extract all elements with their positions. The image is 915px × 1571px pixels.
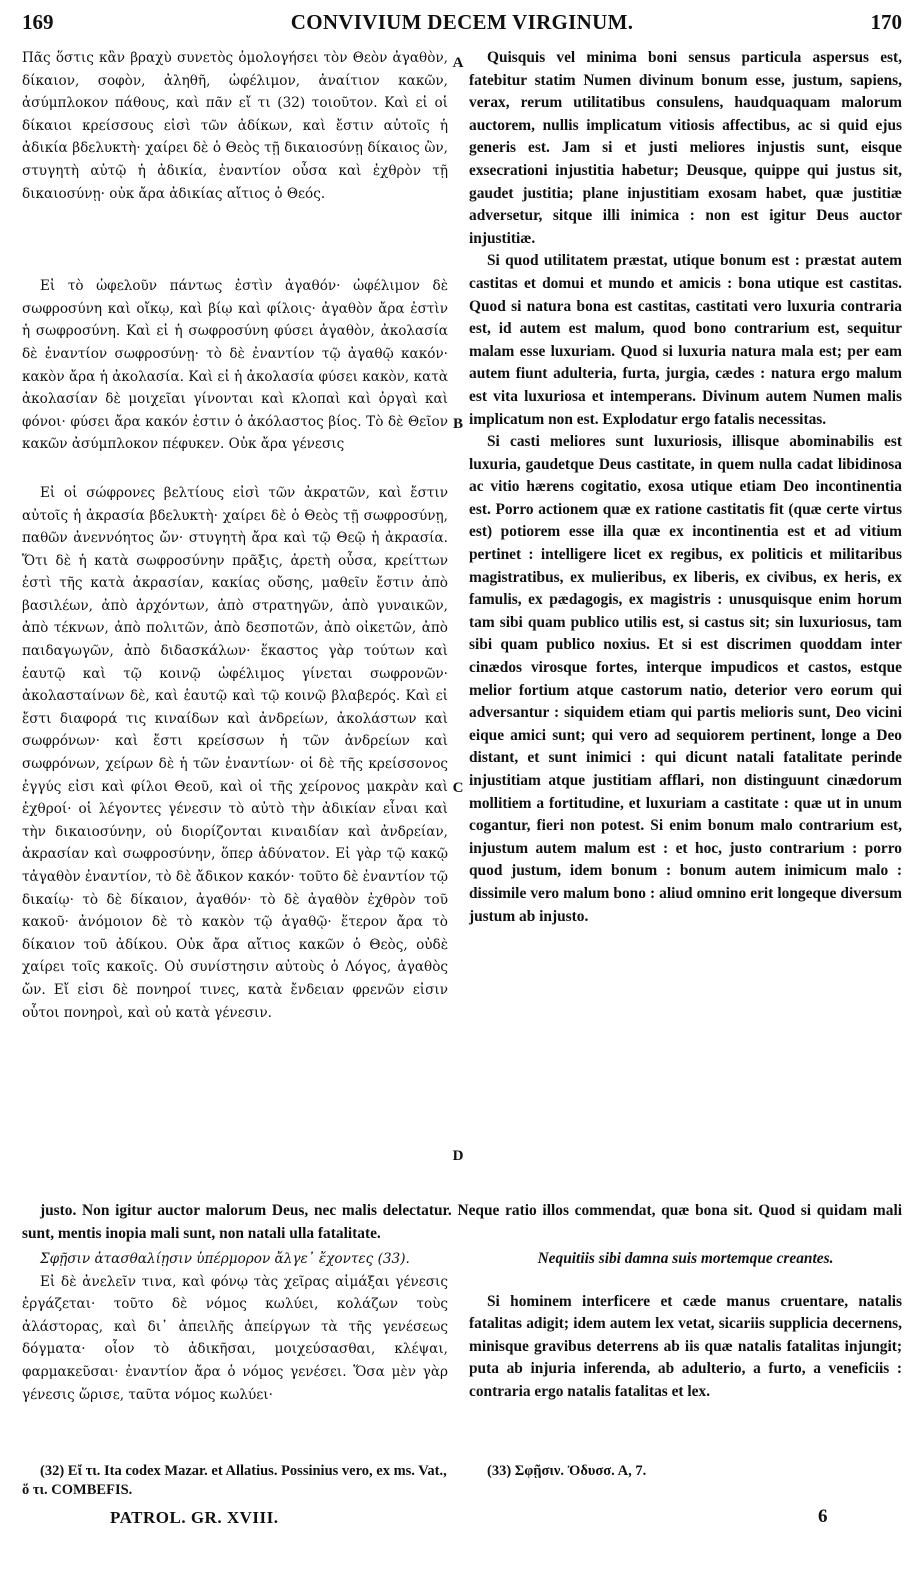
greek-paragraph-2: Εἰ τὸ ὠφελοῦν πάντως ἐστὶν ἀγαθόν· ὠφέλιμον δὲ σωφροσύνη καὶ οἴκῳ, καὶ βίῳ καὶ φίλοις· ἀγαθὸν ἄρα ἐστὶν ἡ σωφροσύνη. Καὶ εἰ ἡ σωφροσύνη φύσει ἀγαθὸν, ἀκολασία δὲ ἐναντίον σωφροσύνῃ· τὸ δὲ ἐναντίον τῷ ἀγαθῷ κακόν· κακὸν ἄρα ἡ ἀκολασία. Καὶ εἰ ἡ ἀκολασία φύσει κακὸν, κατὰ ἀκολασίαν δὲ μοιχεῖαι γίνονται καὶ κλοπαὶ καὶ ὀργαὶ καὶ φόνοι· φύσει ἄρα κακόν ἐστιν ὁ ἀκόλαστος βίος. Τὸ δὲ Θεῖον κακῶν ἀσύμπλοκον πέφυκεν. Οὐκ ἄρα γένεσις [22,278,448,453]
greek-paragraph-4: Εἰ δὲ ἀνελεῖν τινα, καὶ φόνῳ τὰς χεῖρας αἱμάξαι γένεσις ἐργάζεται· τοῦτο δὲ νόμος κωλύει, κολάζων τοὺς ἀλάστορας, καὶ δι᾽ ἀπειλῆς ἀπείργων τὰ τῆς γενέσεως δόγματα· οἷον τὸ ἀδικῆσαι, μοιχεύσασθαι, κλέψαι, φαρμακεῦσαι· ἐναντίον ἄρα ὁ νόμος γενέσει. Ὅσα μὲν γὰρ γένεσις ὥρισε, ταῦτα νόμος κωλύει· [22,1273,448,1403]
greek-paragraph-1: Πᾶς ὅστις κἂν βραχὺ συνετὸς ὁμολογήσει τὸν Θεὸν ἀγαθὸν, δίκαιον, σοφὸν, ἀληθῆ, ὠφέλιμον, ἀναίτιον κακῶν, ἀσύμπλοκον πάθους, καὶ πᾶν εἴ τι (32) τοιοῦτον. Καὶ εἰ οἱ δίκαιοι κρείσσους εἰσὶ τῶν ἀδίκων, καὶ ἔστιν αὐτοῖς ἡ ἀδικία βδελυκτὴ· χαίρει δὲ ὁ Θεὸς τῇ δικαιοσύνῃ δίκαιος ὢν, στυγητὴ αὐτῷ ἡ ἀδικία, ἐναντίον οὖσα καὶ ἐχθρὸν τῇ δικαιοσύνῃ· οὐκ ἄρα ἀδικίας αἴτιος ὁ Θεός. [22,50,448,202]
bottom-greek-column [22,1248,448,1406]
page-number-left: 169 [22,10,54,34]
section-marker-a: A [452,55,464,71]
section-marker-d: D [452,1148,464,1164]
latin-column [469,47,902,928]
footnote-32 [22,1462,448,1500]
footnote-33 [469,1462,902,1481]
page-number-right: 170 [870,10,902,34]
latin-quote: Nequitiis sibi damna suis mortemque creantes. [537,1250,834,1267]
latin-paragraph-2: Si quod utilitatem præstat, utique bonum est : præstat autem castitas et domui et mundo et amicis : bona utique est castitas. Quod si natura bona est castitas, castitati vero luxuria contraria est, id autem est malum, quod bono contrarium est, sequitur malam esse luxuriam. Quod si luxuria natura mala est; per eam autem fiunt adulteria, furta, jurgia, cædes : natura ergo malum est vita luxuriosa et intemperans. Divinum autem Numen malis implicatum non est. Explodatur ergo fatalis necessitas. [469,252,902,428]
greek-quote: Σφῇσιν ἀτασθαλίῃσιν ὑπέρμορον ἄλγε᾽ ἔχοντες (33). [40,1251,410,1267]
footer-signature: PATROL. GR. XVIII. [110,1508,279,1527]
page-header [22,10,902,44]
section-marker-c: C [452,780,464,796]
greek-paragraph-3: Εἰ οἱ σώφρονες βελτίους εἰσὶ τῶν ἀκρατῶν, καὶ ἔστιν αὐτοῖς ἡ ἀκρασία βδελυκτὴ· χαίρει δὲ ὁ Θεὸς τῇ σωφροσύνῃ, παθῶν ἀνεννόητος ὤν· στυγητὴ ἄρα καὶ τῷ Θεῷ ἡ ἀκρασία. Ὅτι δὲ ἡ κατὰ σωφροσύνην πρᾶξις, ἀρετὴ οὖσα, κρείττων ἐστὶ τῆς κατὰ ἀκρασίαν, κακίας οὔσης, μαθεῖν ἔστιν ἀπὸ βασιλέων, ἀπὸ ἀρχόντων, ἀπὸ στρατηγῶν, ἀπὸ γυναικῶν, ἀπὸ τέκνων, ἀπὸ πολιτῶν, ἀπὸ δεσποτῶν, ἀπὸ οἰκετῶν, ἀπὸ παιδαγωγῶν, ἀπὸ διδασκάλων· ἕκαστος γὰρ τούτων καὶ ἑαυτῷ καὶ τῷ κοινῷ ὠφέλιμος γίνεται σωφρονῶν· ἀκολασταίνων δὲ, καὶ ἑαυτῷ καὶ τῷ κοινῷ βλαβερός. Καὶ εἰ ἔστι διαφορά τις κιναίδων καὶ ἀνδρείων, ἀκολάστων καὶ σωφρόνων· καὶ ἔστι κρείσσων ἡ τῶν ἀνδρείων καὶ σωφρόνων, χείρων δὲ ἡ τῶν ἐναντίων· οἱ δὲ τῆς κρείσσονος ἐγγύς εἰσι καὶ φίλοι Θεοῦ, καὶ οἱ τῆς χείρονος μακρὰν καὶ ἐχθροί· οἱ λέγοντες γένεσιν τὸ αὐτὸ τὴν ἀδικίαν εἶναι καὶ τὴν δικαιοσύνην, οὐ διορίζονται κιναιδίαν καὶ ἀνδρείαν, ἀκρασίαν καὶ σωφροσύνην, ὅπερ ἀδύνατον. Εἰ γὰρ τῷ κακῷ τἀγαθὸν ἐναντίον, τὸ δὲ ἄδικον κακόν· τοῦτο δὲ ἐναντίον τῷ δικαίῳ· τὸ δὲ δίκαιον, ἀγαθόν· τὸ δὲ ἀγαθὸν ἐχθρὸν τοῦ κακοῦ· ἀνόμοιον δὲ τὸ κακὸν τῷ ἀγαθῷ· ἕτερον ἄρα τὸ δίκαιον τοῦ ἀδίκου. Οὐκ ἄρα αἴτιος κακῶν ὁ Θεὸς, οὐδὲ χαίρει τοῖς κακοῖς. Οὐ συνίστησιν αὐτοὺς ὁ Λόγος, ἀγαθὸς ὤν. Εἴ εἰσι δὲ πονηροί τινες, κατὰ ἔνδειαν φρενῶν εἰσιν οὗτοι πονηροὶ, καὶ οὐ κατὰ γένεσιν. [22,484,448,1021]
running-title: CONVIVIUM DECEM VIRGINUM. [290,10,634,34]
footer-sheet-number: 6 [818,1506,828,1527]
bottom-section [22,1200,902,1403]
bottom-latin-column [469,1248,902,1404]
footnote-33-text: (33) Σφῇσιν. Ὀδυσσ. Α, 7. [487,1463,647,1479]
footnote-32-text: (32) Εἴ τι. Ita codex Mazar. et Allatius. Possinius vero, ex ms. Vat., ὅ τι. COMBEFIS. [22,1463,447,1498]
greek-column [22,47,448,1024]
latin-paragraph-1: Quisquis vel minima boni sensus particula aspersus est, fatebitur statim Numen divinum bonum esse, justum, sapiens, verax, rerum utilitatibus consulens, haudquaquam malorum auctorem, nullis implicatum vitiosis affectibus, ac si quid ejus generis est. Jam si et justi meliores injustis sunt, eisque exsecrationi injustitia habetur; Deusque, quippe qui justus sit, gaudet justitia; plane injustitiam exosam habet, quæ justitiæ adversetur, sitque illi inimica : non est igitur Deus auctor injustitiæ. [469,49,902,247]
section-marker-b: B [452,416,463,432]
joined-latin-line: justo. Non igitur auctor malorum Deus, nec malis delectatur. Neque ratio illos commendat, quæ bona sit. Quod si quidam mali sunt, mentis inopia mali sunt, non natali ulla fatalitate. [22,1202,902,1242]
latin-paragraph-4: Si hominem interficere et cæde manus cruentare, natalis fatalitas adigit; idem autem lex vetat, sicariis supplicia decernens, minisque gravibus deterrens ab iis quæ natalis fatalitas injungit; puta ab injuria inferenda, ab adulterio, a furto, a veneficiis : contraria ergo natalis fatalitas et lex. [469,1292,902,1400]
latin-paragraph-3: Si casti meliores sunt luxuriosis, illisque abominabilis est luxuria, gaudetque Deus castitate, in quem nulla cadat libidinosa ac vitio hærens cogitatio, exosa utique etiam Deo incontinentia est. Porro actionem quæ ex ratione castitatis fit (quæ certe virtus est) potiorem esse illa quæ ex incontinentia est et ad vitium pertinet : intelligere licet ex regibus, ex politicis et militaribus magistratibus, ex mulieribus, ex liberis, ex civibus, ex heris, ex famulis, ex pædagogis, ex magistris : unusquisque enim horum tam sibi quam publico utilis est, si castus sit; sin luxuriosus, tam sibi quam publico noxius. Et si est discrimen quoddam inter cinædos virosque fortes, interque impudicos et castos, estque melior fortium atque castorum natio, deterior vero eorum qui adversantur : siquidem etiam qui partis melioris sunt, Deo vicini eique amici sunt; qui vero ad sequiorem pertinent, longe a Deo distant, et sunt inimici : qui dicunt natali fatalitate perinde injustitiam atque justitiam afflari, non distinguunt cinædorum mollitiem a fortitudine, et luxuriam a castitate : quæ ut in unum cogantur, fieri non potest. Si enim bonum malo contrarium est, injustum autem malum est : et hoc, justo contrarium : porro quod justum, idem bonum : bonum autem inimicum malo : dissimile vero malum bono : aliud omnino erit longeque diversum justum ab injusto. [469,433,902,925]
